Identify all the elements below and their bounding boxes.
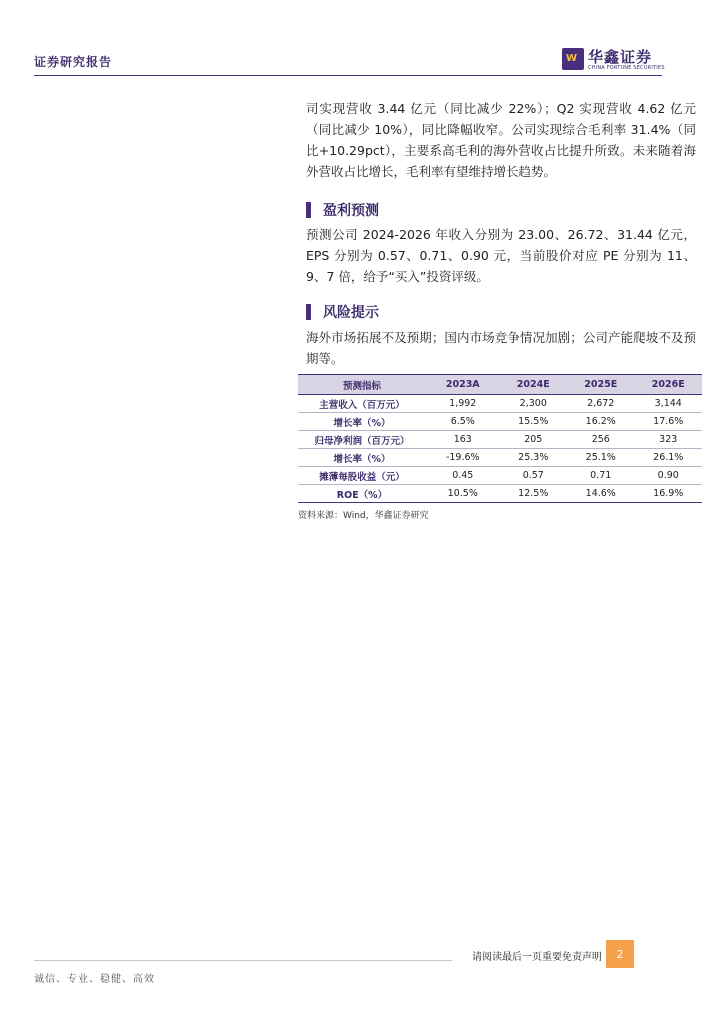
- row-label: 主营收入（百万元）: [298, 395, 426, 413]
- footer-divider: [34, 960, 452, 961]
- table-cell: 323: [635, 431, 703, 449]
- table-header-cell: 2024E: [500, 375, 567, 395]
- table-cell: 0.45: [426, 467, 500, 485]
- table-row: [298, 431, 702, 449]
- table-cell: 0.71: [567, 467, 634, 485]
- table-cell: 12.5%: [500, 485, 567, 503]
- table-cell: 3,144: [635, 395, 703, 413]
- table-header-cell: 2023A: [426, 375, 500, 395]
- logo-name: 华鑫证券: [588, 48, 653, 66]
- table-cell: 0.57: [500, 467, 567, 485]
- table-header-cell: 2026E: [635, 375, 703, 395]
- logo-subtitle: CHINA FORTUNE SECURITIES: [588, 65, 665, 71]
- row-label: 摊薄每股收益（元）: [298, 467, 426, 485]
- table-row: [298, 485, 702, 503]
- table-cell: 17.6%: [635, 413, 703, 431]
- table-row: [298, 395, 702, 413]
- table-header-row: [298, 375, 702, 395]
- intro-paragraph: 司实现营收 3.44 亿元（同比减少 22%）；Q2 实现营收 4.62 亿元（同比减少 10%），同比降幅收窄。公司实现综合毛利率 31.4%（同比+10.29pct），主要系高毛利的海外营收占比提升所致。未来随着海外营收占比增长，毛利率有望维持增长趋势。: [306, 101, 696, 179]
- section-title: 盈利预测: [323, 203, 379, 219]
- section-heading-risk: [306, 302, 379, 322]
- table-cell: 1,992: [426, 395, 500, 413]
- table-cell: 0.90: [635, 467, 703, 485]
- table-cell: -19.6%: [426, 449, 500, 467]
- table-cell: 14.6%: [567, 485, 634, 503]
- row-label: 归母净利润（百万元）: [298, 431, 426, 449]
- footer-motto: 诚信、专业、稳健、高效: [34, 974, 155, 985]
- table-row: [298, 467, 702, 485]
- section-title: 风险提示: [323, 305, 379, 321]
- forecast-table: [298, 374, 702, 503]
- table-row: [298, 449, 702, 467]
- table-source-note: 资料来源：Wind，华鑫证券研究: [298, 511, 429, 521]
- table-cell: 256: [567, 431, 634, 449]
- table-cell: 16.2%: [567, 413, 634, 431]
- section-heading-forecast: [306, 200, 379, 220]
- report-header-title: 证券研究报告: [34, 55, 113, 69]
- table-cell: 2,300: [500, 395, 567, 413]
- forecast-paragraph: 预测公司 2024-2026 年收入分别为 23.00、26.72、31.44 亿元，EPS 分别为 0.57、0.71、0.90 元，当前股价对应 PE 分别为 11、9、7 倍，给予“买入”投资评级。: [306, 227, 696, 284]
- table-cell: 16.9%: [635, 485, 703, 503]
- header-divider: [34, 75, 662, 76]
- table-cell: 6.5%: [426, 413, 500, 431]
- page-number-badge: 2: [606, 940, 634, 968]
- section-marker: [306, 304, 311, 320]
- table-row: [298, 413, 702, 431]
- table-cell: 26.1%: [635, 449, 703, 467]
- section-marker: [306, 202, 311, 218]
- row-label: ROE（%）: [298, 485, 426, 503]
- table-header-cell: 预测指标: [298, 375, 426, 395]
- table-cell: 2,672: [567, 395, 634, 413]
- risk-paragraph: 海外市场拓展不及预期；国内市场竞争情况加剧；公司产能爬坡不及预期等。: [306, 330, 696, 366]
- company-logo: [562, 46, 672, 74]
- disclaimer-link[interactable]: 请阅读最后一页重要免责声明: [472, 951, 602, 963]
- row-label: 增长率（%）: [298, 413, 426, 431]
- table-cell: 25.3%: [500, 449, 567, 467]
- table-cell: 10.5%: [426, 485, 500, 503]
- logo-mark-icon: W: [562, 48, 584, 70]
- table-cell: 25.1%: [567, 449, 634, 467]
- row-label: 增长率（%）: [298, 449, 426, 467]
- table-cell: 205: [500, 431, 567, 449]
- table-cell: 15.5%: [500, 413, 567, 431]
- table-header-cell: 2025E: [567, 375, 634, 395]
- table-cell: 163: [426, 431, 500, 449]
